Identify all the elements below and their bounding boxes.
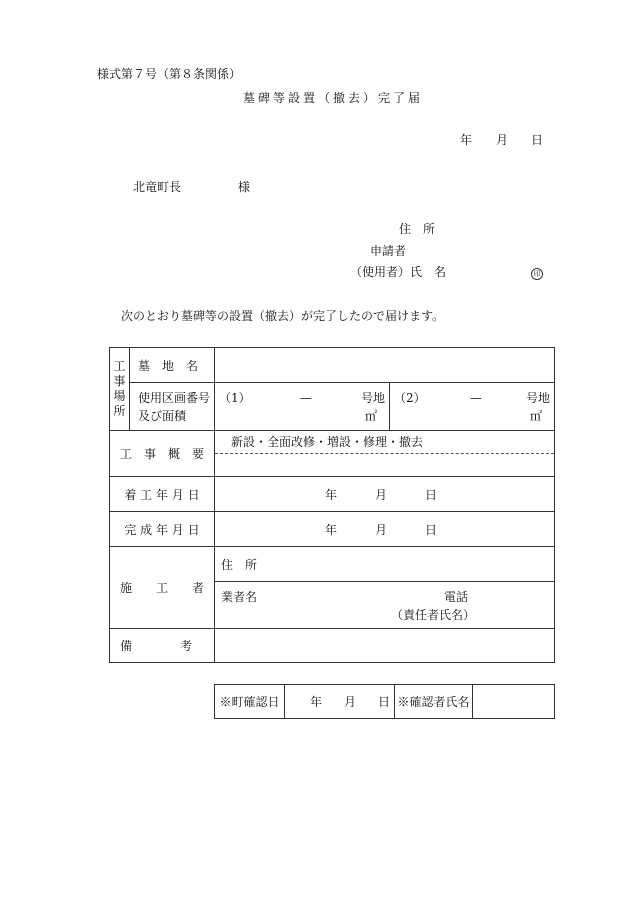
plot-label: 使用区画番号 及び面積 xyxy=(130,383,215,431)
applicant-user-label: （使用者）氏 名 xyxy=(350,265,447,279)
applicant-label: 申請者 xyxy=(370,244,407,258)
contractor-address-field[interactable]: 住 所 xyxy=(215,547,555,582)
remarks-label: 備 考 xyxy=(110,629,215,663)
start-date-field[interactable]: 年 月 日 xyxy=(215,477,555,512)
checker-name-field[interactable] xyxy=(473,685,555,719)
town-check-label: ※町確認日 xyxy=(215,685,285,719)
seal-mark xyxy=(531,265,543,280)
confirmation-table xyxy=(214,684,555,719)
date-year: 年 xyxy=(460,133,473,147)
complete-date-label: 完 成 年 月 日 xyxy=(110,512,215,547)
applicant-address-label: 住 所 xyxy=(399,222,436,236)
cemetery-name-label: 墓 地 名 xyxy=(130,348,215,383)
page-title: 墓碑等設置（撤去）完了届 xyxy=(243,91,424,105)
town-check-date[interactable]: 年 月 日 xyxy=(285,685,395,719)
date-month: 月 xyxy=(496,133,509,147)
completion-table xyxy=(109,347,555,663)
date-day: 日 xyxy=(531,133,544,147)
overview-field[interactable] xyxy=(215,431,555,477)
plot-2-field[interactable]: （2） — 号地 ㎡ xyxy=(390,383,555,431)
checker-name-label: ※確認者氏名 xyxy=(395,685,473,719)
seal-icon: 印 xyxy=(531,268,543,280)
overview-label: 工 事 概 要 xyxy=(110,431,215,477)
overview-options[interactable]: 新設・全面改修・増設・修理・撤去 xyxy=(215,431,554,454)
site-label: 工 事 場 所 xyxy=(110,348,130,431)
intro-text: 次のとおり墓碑等の設置（撤去）が完了したので届けます。 xyxy=(121,309,445,323)
remarks-field[interactable] xyxy=(215,629,555,663)
contractor-name-field[interactable]: 業者名 電話 （責任者氏名） xyxy=(215,582,555,629)
start-date-label: 着 工 年 月 日 xyxy=(110,477,215,512)
cemetery-name-field[interactable] xyxy=(215,348,555,383)
form-number: 様式第７号（第８条関係） xyxy=(97,67,242,81)
complete-date-field[interactable]: 年 月 日 xyxy=(215,512,555,547)
plot-1-field[interactable]: （1） — 号地 ㎡ xyxy=(215,383,390,431)
addressee-honorific: 様 xyxy=(238,180,251,194)
contractor-label: 施 工 者 xyxy=(110,547,215,629)
addressee-name: 北竜町長 xyxy=(133,180,182,194)
